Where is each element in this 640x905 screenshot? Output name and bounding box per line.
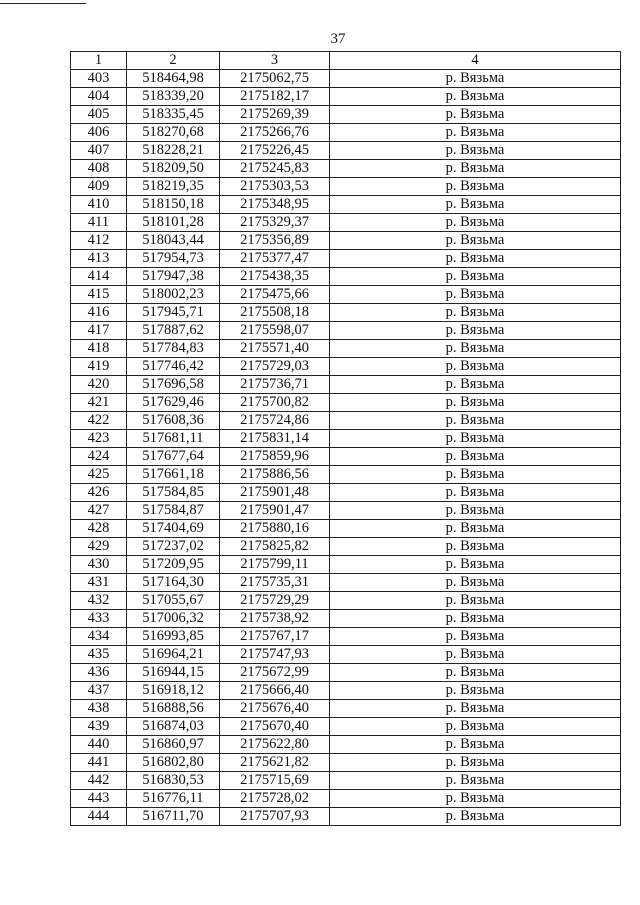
x-coordinate-cell: 518339,20 — [127, 88, 220, 106]
x-coordinate-cell: 517947,38 — [127, 268, 220, 286]
table-row — [71, 142, 621, 160]
header-cell-2: 2 — [127, 52, 220, 70]
x-coordinate-cell: 517784,83 — [127, 340, 220, 358]
x-coordinate-cell: 516993,85 — [127, 628, 220, 646]
description-cell: р. Вязьма — [330, 592, 621, 610]
x-coordinate-cell: 517696,58 — [127, 376, 220, 394]
table-row — [71, 502, 621, 520]
x-coordinate-cell: 517954,73 — [127, 250, 220, 268]
y-coordinate-cell: 2175438,35 — [220, 268, 330, 286]
x-coordinate-cell: 516944,15 — [127, 664, 220, 682]
table-row — [71, 448, 621, 466]
table-row — [71, 214, 621, 232]
y-coordinate-cell: 2175475,66 — [220, 286, 330, 304]
y-coordinate-cell: 2175062,75 — [220, 70, 330, 88]
table-row — [71, 394, 621, 412]
description-cell: р. Вязьма — [330, 232, 621, 250]
y-coordinate-cell: 2175799,11 — [220, 556, 330, 574]
description-cell: р. Вязьма — [330, 70, 621, 88]
x-coordinate-cell: 517661,18 — [127, 466, 220, 484]
table-row — [71, 124, 621, 142]
x-coordinate-cell: 518043,44 — [127, 232, 220, 250]
point-number-cell: 417 — [71, 322, 127, 340]
table-row — [71, 664, 621, 682]
y-coordinate-cell: 2175377,47 — [220, 250, 330, 268]
table-row — [71, 556, 621, 574]
description-cell: р. Вязьма — [330, 574, 621, 592]
y-coordinate-cell: 2175182,17 — [220, 88, 330, 106]
x-coordinate-cell: 518101,28 — [127, 214, 220, 232]
y-coordinate-cell: 2175738,92 — [220, 610, 330, 628]
y-coordinate-cell: 2175621,82 — [220, 754, 330, 772]
x-coordinate-cell: 517677,64 — [127, 448, 220, 466]
point-number-cell: 440 — [71, 736, 127, 754]
point-number-cell: 410 — [71, 196, 127, 214]
table-row — [71, 592, 621, 610]
header-cell-3: 3 — [220, 52, 330, 70]
x-coordinate-cell: 517681,11 — [127, 430, 220, 448]
x-coordinate-cell: 517887,62 — [127, 322, 220, 340]
table-row — [71, 628, 621, 646]
x-coordinate-cell: 517584,87 — [127, 502, 220, 520]
x-coordinate-cell: 517164,30 — [127, 574, 220, 592]
y-coordinate-cell: 2175886,56 — [220, 466, 330, 484]
y-coordinate-cell: 2175724,86 — [220, 412, 330, 430]
y-coordinate-cell: 2175729,29 — [220, 592, 330, 610]
y-coordinate-cell: 2175735,31 — [220, 574, 330, 592]
table-row — [71, 610, 621, 628]
y-coordinate-cell: 2175736,71 — [220, 376, 330, 394]
table-row — [71, 520, 621, 538]
y-coordinate-cell: 2175747,93 — [220, 646, 330, 664]
header-cell-4: 4 — [330, 52, 621, 70]
table-row — [71, 358, 621, 376]
y-coordinate-cell: 2175508,18 — [220, 304, 330, 322]
point-number-cell: 443 — [71, 790, 127, 808]
table-row — [71, 178, 621, 196]
point-number-cell: 419 — [71, 358, 127, 376]
point-number-cell: 413 — [71, 250, 127, 268]
description-cell: р. Вязьма — [330, 808, 621, 826]
y-coordinate-cell: 2175767,17 — [220, 628, 330, 646]
description-cell: р. Вязьма — [330, 736, 621, 754]
x-coordinate-cell: 517945,71 — [127, 304, 220, 322]
point-number-cell: 435 — [71, 646, 127, 664]
point-number-cell: 422 — [71, 412, 127, 430]
point-number-cell: 411 — [71, 214, 127, 232]
y-coordinate-cell: 2175728,02 — [220, 790, 330, 808]
table-row — [71, 736, 621, 754]
point-number-cell: 437 — [71, 682, 127, 700]
table-row — [71, 718, 621, 736]
point-number-cell: 424 — [71, 448, 127, 466]
point-number-cell: 433 — [71, 610, 127, 628]
y-coordinate-cell: 2175880,16 — [220, 520, 330, 538]
description-cell: р. Вязьма — [330, 178, 621, 196]
y-coordinate-cell: 2175729,03 — [220, 358, 330, 376]
point-number-cell: 429 — [71, 538, 127, 556]
header-cell-1: 1 — [71, 52, 127, 70]
table-row — [71, 70, 621, 88]
point-number-cell: 409 — [71, 178, 127, 196]
y-coordinate-cell: 2175672,99 — [220, 664, 330, 682]
y-coordinate-cell: 2175245,83 — [220, 160, 330, 178]
description-cell: р. Вязьма — [330, 196, 621, 214]
description-cell: р. Вязьма — [330, 682, 621, 700]
x-coordinate-cell: 518209,50 — [127, 160, 220, 178]
point-number-cell: 420 — [71, 376, 127, 394]
y-coordinate-cell: 2175329,37 — [220, 214, 330, 232]
table-row — [71, 232, 621, 250]
x-coordinate-cell: 518002,23 — [127, 286, 220, 304]
description-cell: р. Вязьма — [330, 124, 621, 142]
x-coordinate-cell: 517629,46 — [127, 394, 220, 412]
table-row — [71, 790, 621, 808]
point-number-cell: 406 — [71, 124, 127, 142]
point-number-cell: 416 — [71, 304, 127, 322]
point-number-cell: 444 — [71, 808, 127, 826]
table-row — [71, 196, 621, 214]
x-coordinate-cell: 518150,18 — [127, 196, 220, 214]
description-cell: р. Вязьма — [330, 664, 621, 682]
x-coordinate-cell: 516830,53 — [127, 772, 220, 790]
description-cell: р. Вязьма — [330, 790, 621, 808]
table-row — [71, 484, 621, 502]
description-cell: р. Вязьма — [330, 106, 621, 124]
table-row — [71, 268, 621, 286]
description-cell: р. Вязьма — [330, 754, 621, 772]
y-coordinate-cell: 2175831,14 — [220, 430, 330, 448]
x-coordinate-cell: 517055,67 — [127, 592, 220, 610]
header-row — [71, 52, 621, 70]
table-row — [71, 682, 621, 700]
x-coordinate-cell: 518335,45 — [127, 106, 220, 124]
x-coordinate-cell: 517608,36 — [127, 412, 220, 430]
point-number-cell: 442 — [71, 772, 127, 790]
table-row — [71, 376, 621, 394]
table-row — [71, 808, 621, 826]
point-number-cell: 426 — [71, 484, 127, 502]
point-number-cell: 405 — [71, 106, 127, 124]
point-number-cell: 439 — [71, 718, 127, 736]
table-row — [71, 160, 621, 178]
description-cell: р. Вязьма — [330, 412, 621, 430]
point-number-cell: 421 — [71, 394, 127, 412]
table-row — [71, 106, 621, 124]
table-row — [71, 88, 621, 106]
point-number-cell: 431 — [71, 574, 127, 592]
y-coordinate-cell: 2175700,82 — [220, 394, 330, 412]
x-coordinate-cell: 516874,03 — [127, 718, 220, 736]
coordinates-table — [70, 51, 621, 826]
point-number-cell: 418 — [71, 340, 127, 358]
description-cell: р. Вязьма — [330, 358, 621, 376]
point-number-cell: 430 — [71, 556, 127, 574]
description-cell: р. Вязьма — [330, 286, 621, 304]
x-coordinate-cell: 516918,12 — [127, 682, 220, 700]
table-row — [71, 340, 621, 358]
table-row — [71, 466, 621, 484]
point-number-cell: 404 — [71, 88, 127, 106]
y-coordinate-cell: 2175269,39 — [220, 106, 330, 124]
description-cell: р. Вязьма — [330, 142, 621, 160]
point-number-cell: 408 — [71, 160, 127, 178]
description-cell: р. Вязьма — [330, 646, 621, 664]
description-cell: р. Вязьма — [330, 88, 621, 106]
y-coordinate-cell: 2175825,82 — [220, 538, 330, 556]
x-coordinate-cell: 516802,80 — [127, 754, 220, 772]
x-coordinate-cell: 518219,35 — [127, 178, 220, 196]
table-body — [71, 70, 621, 826]
x-coordinate-cell: 518464,98 — [127, 70, 220, 88]
point-number-cell: 425 — [71, 466, 127, 484]
description-cell: р. Вязьма — [330, 718, 621, 736]
y-coordinate-cell: 2175226,45 — [220, 142, 330, 160]
x-coordinate-cell: 518270,68 — [127, 124, 220, 142]
description-cell: р. Вязьма — [330, 250, 621, 268]
y-coordinate-cell: 2175303,53 — [220, 178, 330, 196]
x-coordinate-cell: 516776,11 — [127, 790, 220, 808]
description-cell: р. Вязьма — [330, 394, 621, 412]
y-coordinate-cell: 2175348,95 — [220, 196, 330, 214]
description-cell: р. Вязьма — [330, 628, 621, 646]
table-row — [71, 286, 621, 304]
y-coordinate-cell: 2175266,76 — [220, 124, 330, 142]
description-cell: р. Вязьма — [330, 430, 621, 448]
table-row — [71, 430, 621, 448]
table-row — [71, 772, 621, 790]
x-coordinate-cell: 517404,69 — [127, 520, 220, 538]
description-cell: р. Вязьма — [330, 214, 621, 232]
description-cell: р. Вязьма — [330, 502, 621, 520]
point-number-cell: 436 — [71, 664, 127, 682]
table-row — [71, 538, 621, 556]
x-coordinate-cell: 517584,85 — [127, 484, 220, 502]
y-coordinate-cell: 2175901,48 — [220, 484, 330, 502]
x-coordinate-cell: 516964,21 — [127, 646, 220, 664]
y-coordinate-cell: 2175859,96 — [220, 448, 330, 466]
y-coordinate-cell: 2175622,80 — [220, 736, 330, 754]
description-cell: р. Вязьма — [330, 340, 621, 358]
y-coordinate-cell: 2175676,40 — [220, 700, 330, 718]
point-number-cell: 438 — [71, 700, 127, 718]
point-number-cell: 412 — [71, 232, 127, 250]
table-row — [71, 754, 621, 772]
description-cell: р. Вязьма — [330, 466, 621, 484]
description-cell: р. Вязьма — [330, 160, 621, 178]
description-cell: р. Вязьма — [330, 520, 621, 538]
description-cell: р. Вязьма — [330, 556, 621, 574]
table-header — [71, 52, 621, 70]
description-cell: р. Вязьма — [330, 268, 621, 286]
point-number-cell: 423 — [71, 430, 127, 448]
x-coordinate-cell: 516711,70 — [127, 808, 220, 826]
table-row — [71, 412, 621, 430]
description-cell: р. Вязьма — [330, 304, 621, 322]
table-row — [71, 574, 621, 592]
description-cell: р. Вязьма — [330, 322, 621, 340]
y-coordinate-cell: 2175715,69 — [220, 772, 330, 790]
point-number-cell: 432 — [71, 592, 127, 610]
description-cell: р. Вязьма — [330, 376, 621, 394]
x-coordinate-cell: 516860,97 — [127, 736, 220, 754]
table-row — [71, 304, 621, 322]
y-coordinate-cell: 2175670,40 — [220, 718, 330, 736]
y-coordinate-cell: 2175571,40 — [220, 340, 330, 358]
point-number-cell: 407 — [71, 142, 127, 160]
description-cell: р. Вязьма — [330, 610, 621, 628]
page-number: 37 — [330, 31, 346, 47]
point-number-cell: 415 — [71, 286, 127, 304]
table-row — [71, 700, 621, 718]
table-row — [71, 322, 621, 340]
table-row — [71, 250, 621, 268]
x-coordinate-cell: 516888,56 — [127, 700, 220, 718]
table-row — [71, 646, 621, 664]
y-coordinate-cell: 2175666,40 — [220, 682, 330, 700]
point-number-cell: 427 — [71, 502, 127, 520]
description-cell: р. Вязьма — [330, 448, 621, 466]
description-cell: р. Вязьма — [330, 772, 621, 790]
point-number-cell: 441 — [71, 754, 127, 772]
x-coordinate-cell: 518228,21 — [127, 142, 220, 160]
description-cell: р. Вязьма — [330, 538, 621, 556]
description-cell: р. Вязьма — [330, 700, 621, 718]
y-coordinate-cell: 2175707,93 — [220, 808, 330, 826]
point-number-cell: 428 — [71, 520, 127, 538]
point-number-cell: 434 — [71, 628, 127, 646]
y-coordinate-cell: 2175598,07 — [220, 322, 330, 340]
x-coordinate-cell: 517746,42 — [127, 358, 220, 376]
x-coordinate-cell: 517209,95 — [127, 556, 220, 574]
x-coordinate-cell: 517237,02 — [127, 538, 220, 556]
point-number-cell: 403 — [71, 70, 127, 88]
point-number-cell: 414 — [71, 268, 127, 286]
y-coordinate-cell: 2175901,47 — [220, 502, 330, 520]
y-coordinate-cell: 2175356,89 — [220, 232, 330, 250]
corner-rule — [0, 3, 86, 4]
x-coordinate-cell: 517006,32 — [127, 610, 220, 628]
description-cell: р. Вязьма — [330, 484, 621, 502]
